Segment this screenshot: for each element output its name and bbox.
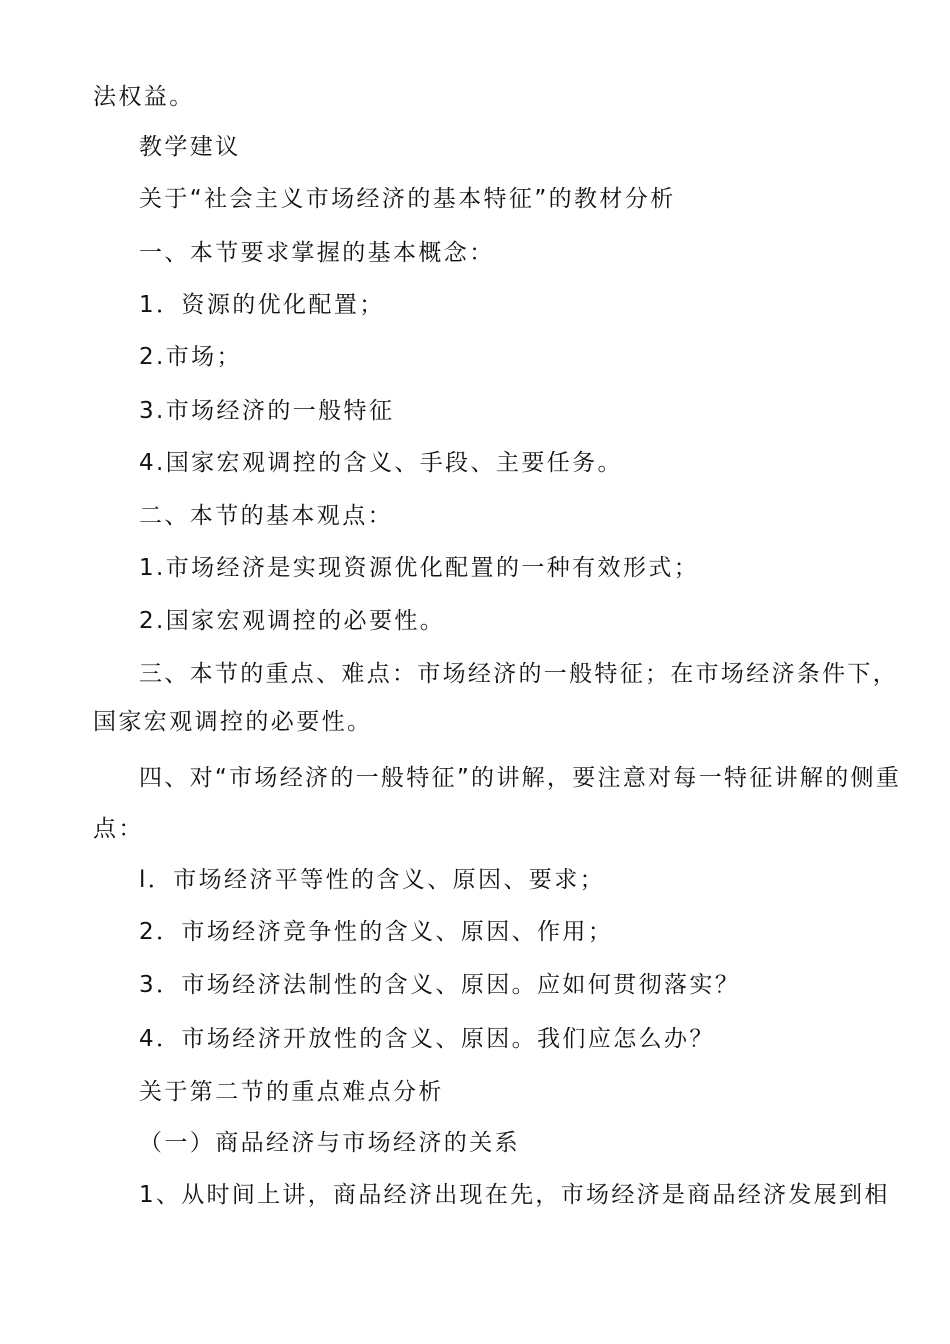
list-item: 1．资源的优化配置；: [139, 292, 385, 318]
list-item: 2.国家宏观调控的必要性。: [139, 608, 446, 634]
paragraph-line: 三、本节的重点、难点：市场经济的一般特征；在市场经济条件下，: [139, 661, 898, 687]
paragraph-line: 法权益。: [93, 84, 195, 110]
list-item: 4．市场经济开放性的含义、原因。我们应怎么办？: [139, 1026, 715, 1052]
list-item: 2.市场；: [139, 344, 242, 370]
list-heading: 二、本节的基本观点：: [139, 503, 393, 529]
list-item: 1.市场经济是实现资源优化配置的一种有效形式；: [139, 555, 700, 581]
list-item: l．市场经济平等性的含义、原因、要求；: [139, 867, 605, 893]
list-item: 3．市场经济法制性的含义、原因。应如何贯彻落实？: [139, 972, 741, 998]
list-item: 4.国家宏观调控的含义、手段、主要任务。: [139, 450, 623, 476]
paragraph-line: 四、对“市场经济的一般特征”的讲解，要注意对每一特征讲解的侧重: [139, 765, 902, 791]
paragraph-line: 点：: [93, 816, 144, 842]
paragraph-line: 1、从时间上讲，商品经济出现在先，市场经济是商品经济发展到相: [139, 1182, 890, 1208]
subsection-heading: 关于“社会主义市场经济的基本特征”的教材分析: [139, 186, 676, 212]
list-heading: 一、本节要求掌握的基本概念：: [139, 240, 495, 266]
list-heading: （一）商品经济与市场经济的关系: [139, 1130, 520, 1156]
list-item: 2．市场经济竞争性的含义、原因、作用；: [139, 919, 614, 945]
subsection-heading: 关于第二节的重点难点分析: [139, 1079, 444, 1105]
list-item: 3.市场经济的一般特征: [139, 398, 395, 424]
paragraph-line: 国家宏观调控的必要性。: [93, 709, 373, 735]
section-heading: 教学建议: [139, 134, 241, 160]
